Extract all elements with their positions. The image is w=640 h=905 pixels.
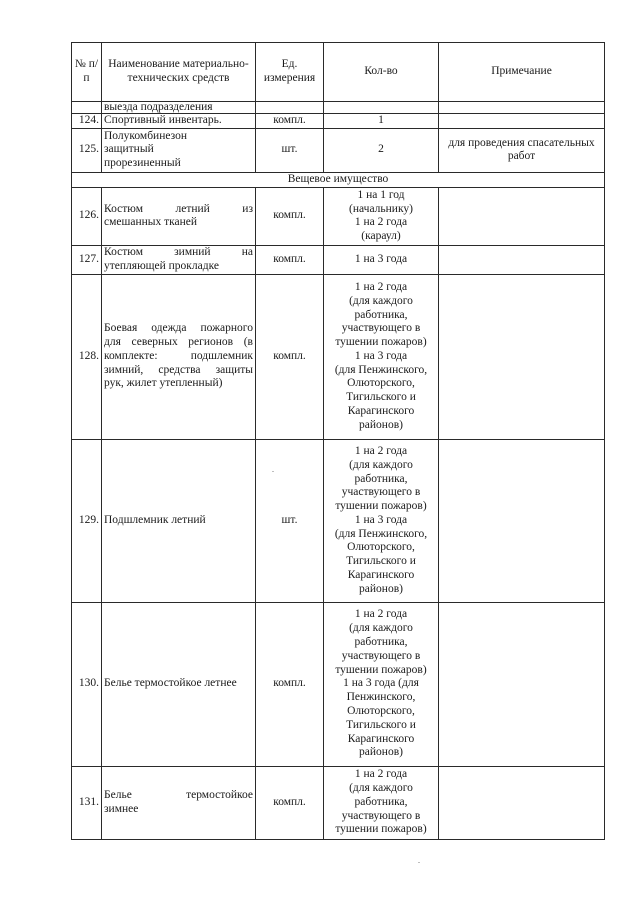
item-name xyxy=(102,439,256,602)
row-number: 130. xyxy=(72,602,102,766)
section-header-row xyxy=(72,172,605,187)
header-qty: Кол-во xyxy=(324,43,439,102)
header-unit: Ед. измерения xyxy=(256,43,324,102)
cell-line: Тигильского и xyxy=(346,555,416,568)
cell-line: 1 на 1 год xyxy=(357,188,405,201)
unit-of-measure: компл. xyxy=(256,274,324,439)
note xyxy=(439,274,605,439)
section-title: Вещевое имущество xyxy=(72,172,605,187)
cell-line: утепляющей прокладке xyxy=(104,259,219,272)
table-row xyxy=(72,439,605,602)
cell-line: (для каждого xyxy=(349,458,413,471)
unit-of-measure: шт. xyxy=(256,439,324,602)
cell-line: Карагинского xyxy=(347,732,415,745)
row-number: 126. xyxy=(72,187,102,245)
cell-line: 1 xyxy=(378,114,384,126)
cell-line: (для каждого xyxy=(349,294,413,307)
unit-of-measure: компл. xyxy=(256,766,324,839)
cell-line: (для Пенжинского, xyxy=(334,527,428,540)
note xyxy=(439,766,605,839)
cell-line: тушении пожаров) xyxy=(335,336,427,349)
quantity xyxy=(324,766,439,839)
cell-line: Костюм летний из xyxy=(104,202,253,215)
cell-line: Карагинского xyxy=(347,405,415,418)
table-row xyxy=(72,274,605,439)
cell-line: (для каждого xyxy=(349,782,413,795)
cell-line: 1 на 2 года xyxy=(354,216,408,229)
scan-speck: . xyxy=(418,856,420,865)
table-row xyxy=(72,602,605,766)
cell-line: 1 на 2 года xyxy=(354,444,408,457)
unit-of-measure: компл. xyxy=(256,187,324,245)
cell-line: защитный xyxy=(104,143,154,156)
table-header-row xyxy=(72,43,605,102)
cell-line: 1 на 3 года xyxy=(354,252,408,265)
cell-line: 1 на 3 года xyxy=(354,349,408,362)
row-number: 124. xyxy=(72,114,102,129)
cell-line: Белье термостойкое xyxy=(104,789,253,801)
item-name xyxy=(102,602,256,766)
cell-line: 1 на 2 года xyxy=(354,768,408,781)
cell-line: комплекте: подшлемник xyxy=(104,349,253,362)
note xyxy=(439,128,605,172)
table-row xyxy=(72,114,605,129)
cell-line: районов) xyxy=(359,582,403,595)
cell-line: районов) xyxy=(359,746,403,759)
quantity xyxy=(324,439,439,602)
cell-line: Белье термостойкое летнее xyxy=(104,677,237,690)
cell-line: работника, xyxy=(354,795,408,808)
note xyxy=(439,187,605,245)
cell-line: работ xyxy=(507,150,536,163)
cell-line: Карагинского xyxy=(347,569,415,582)
cell-line: Боевая одежда пожарного xyxy=(104,322,253,335)
cell-line: (караул) xyxy=(361,230,401,243)
note xyxy=(439,245,605,274)
quantity xyxy=(324,187,439,245)
quantity xyxy=(324,245,439,274)
cell-line: Тигильского и xyxy=(346,391,416,404)
note xyxy=(439,439,605,602)
cell-line: зимнее xyxy=(104,802,139,815)
cell-line: Олюторского, xyxy=(347,704,415,717)
cell-line: (для Пенжинского, xyxy=(334,363,428,376)
cell-line: участвующего в xyxy=(341,322,421,335)
row-number: 129. xyxy=(72,439,102,602)
item-name xyxy=(102,766,256,839)
cell-line: рук, жилет утепленный) xyxy=(104,377,223,390)
cell-line: работника, xyxy=(354,472,408,485)
cell-line: 1 на 2 года xyxy=(354,280,408,293)
cell-line: Олюторского, xyxy=(347,541,415,554)
cell-line: участвующего в xyxy=(341,486,421,499)
cell-line: тушении пожаров) xyxy=(335,663,427,676)
unit-of-measure: компл. xyxy=(256,602,324,766)
header-note: Примечание xyxy=(439,43,605,102)
cell-line: смешанных тканей xyxy=(104,216,198,229)
cell-line: для северных регионов (в xyxy=(104,336,253,349)
unit-of-measure: компл. xyxy=(256,114,324,129)
cell-line: Костюм зимний на xyxy=(104,246,253,258)
quantity xyxy=(324,114,439,129)
row-number: 131. xyxy=(72,766,102,839)
cell-line: для проведения спасательных xyxy=(448,136,595,149)
table-row xyxy=(72,187,605,245)
cell-line: Олюторского, xyxy=(347,377,415,390)
item-name xyxy=(102,187,256,245)
cell-line: 1 на 2 года xyxy=(354,608,408,621)
cell-line: работника, xyxy=(354,636,408,648)
table-row xyxy=(72,128,605,172)
cell-line: Подшлемник летний xyxy=(104,513,206,526)
header-name: Наименование материально-технических средств xyxy=(102,43,256,102)
unit-of-measure: компл. xyxy=(256,245,324,274)
item-name xyxy=(102,274,256,439)
unit-of-measure: шт. xyxy=(256,128,324,172)
continuation-row xyxy=(72,102,605,114)
item-name xyxy=(102,245,256,274)
cell-line: зимний, средства защиты xyxy=(104,363,253,376)
cell-line: тушении пожаров) xyxy=(335,500,427,513)
quantity xyxy=(324,274,439,439)
cell-line: Пенжинского, xyxy=(346,691,416,704)
cell-line: 1 на 3 года xyxy=(354,513,408,526)
item-name xyxy=(102,114,256,129)
row-number: 128. xyxy=(72,274,102,439)
cell-line: тушении пожаров) xyxy=(335,823,427,836)
continuation-text: выезда подразделения xyxy=(102,102,256,114)
note xyxy=(439,114,605,129)
cell-line: Спортивный инвентарь. xyxy=(104,114,222,126)
table-row xyxy=(72,245,605,274)
cell-line: Полукомбинезон xyxy=(104,129,187,142)
quantity xyxy=(324,602,439,766)
cell-line: районов) xyxy=(359,418,403,431)
row-number: 125. xyxy=(72,128,102,172)
cell-line: прорезиненный xyxy=(104,157,181,170)
cell-line: участвующего в xyxy=(341,809,421,822)
note xyxy=(439,602,605,766)
cell-line: (начальнику) xyxy=(349,202,413,215)
header-num: № п/п xyxy=(72,43,102,102)
cell-line: 1 на 3 года (для xyxy=(343,677,419,690)
cell-line: (для каждого xyxy=(349,622,413,635)
cell-line: 2 xyxy=(378,143,384,156)
cell-line: работника, xyxy=(354,308,408,321)
row-number: 127. xyxy=(72,245,102,274)
quantity xyxy=(324,128,439,172)
cell-line: Тигильского и xyxy=(346,718,416,731)
item-name xyxy=(102,128,256,172)
scan-speck: . xyxy=(272,465,274,474)
table-row xyxy=(72,766,605,839)
cell-line: участвующего в xyxy=(341,649,421,662)
materials-table xyxy=(71,42,605,840)
